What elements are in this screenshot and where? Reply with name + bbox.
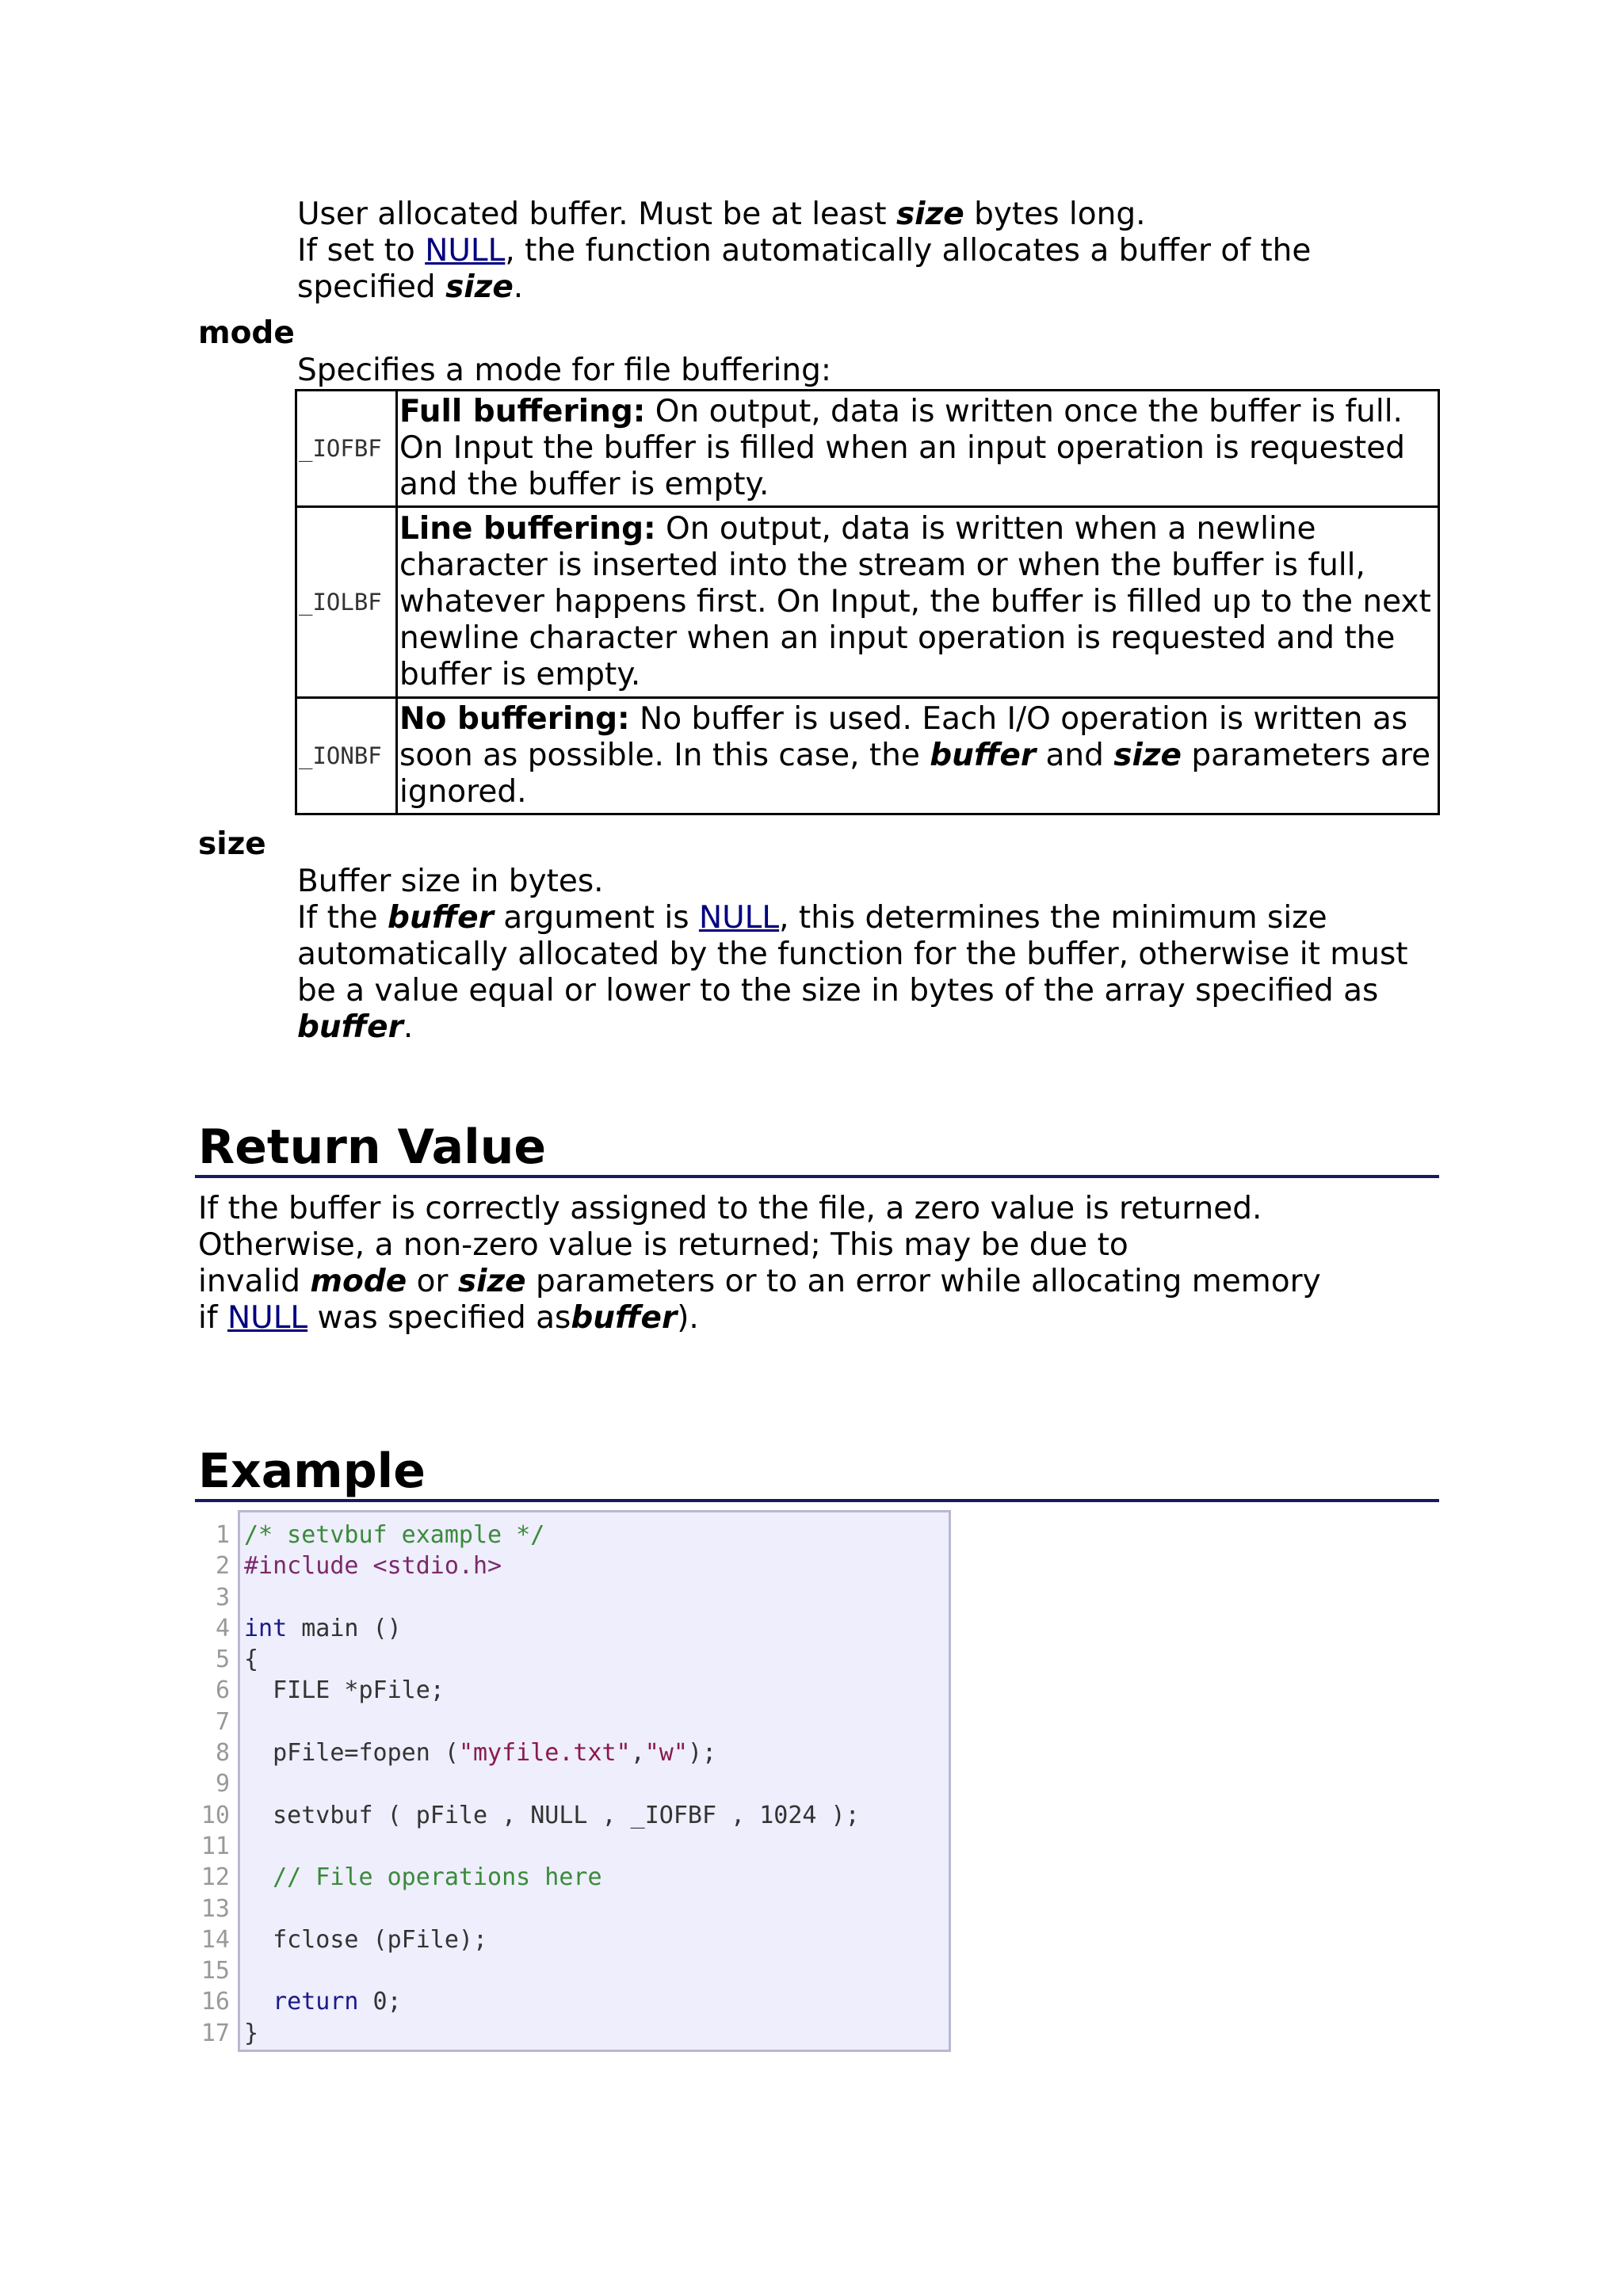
mode-constant: _IOFBF	[296, 391, 397, 507]
mode-constant: _IONBF	[296, 698, 397, 814]
mode-constant: _IOLBF	[296, 507, 397, 698]
size-paragraph: If the buffer argument is NULL, this determines the minimum size automatically allocated by the function for the buffer, otherwise it must be a value equal or lower to the size in bytes of the array specified as buffer.	[297, 900, 1408, 1045]
null-link[interactable]: NULL	[227, 1300, 308, 1336]
return-line-1: If the buffer is correctly assigned to the file, a zero value is returned.	[198, 1191, 1262, 1226]
table-row	[296, 698, 1439, 814]
section-heading-example: Example	[198, 1444, 426, 1499]
size-line-1: Buffer size in bytes.	[297, 864, 604, 899]
buffer-desc-line-1: User allocated buffer. Must be at least size bytes long.	[297, 196, 1146, 232]
buffering-modes-table	[295, 389, 1440, 815]
return-value-text	[198, 1191, 1450, 1337]
table-row	[296, 507, 1439, 698]
param-term-mode: mode	[198, 315, 295, 351]
null-link[interactable]: NULL	[425, 233, 506, 269]
buffer-desc-line-2: If set to NULL, the function automatically allocates a buffer of the	[297, 233, 1312, 269]
param-term-size: size	[198, 826, 266, 862]
buffer-description	[297, 196, 1454, 306]
mode-description: Line buffering: On output, data is written when a newline character is inserted into the stream or when the buffer is full, whatever happens first. On Input, the buffer is filled up to the next newline character when an input operation is requested and the buffer is empty.	[397, 507, 1439, 698]
return-line-2: Otherwise, a non-zero value is returned; This may be due to	[198, 1227, 1128, 1263]
size-description	[297, 864, 1450, 1046]
return-line-3: invalid mode or size parameters or to an error while allocating memory	[198, 1264, 1321, 1299]
mode-description: No buffering: No buffer is used. Each I/O operation is written as soon as possible. In this case, the buffer and size parameters are ignored.	[397, 698, 1439, 814]
section-rule	[195, 1175, 1439, 1178]
mode-description: Full buffering: On output, data is written once the buffer is full. On Input the buffer is filled when an input operation is requested and the buffer is empty.	[397, 391, 1439, 507]
buffer-desc-line-3: specified size.	[297, 269, 524, 305]
return-line-4: if NULL was specified asbuffer).	[198, 1300, 699, 1336]
table-row	[296, 391, 1439, 507]
line-numbers: 1 2 3 4 5 6 7 8 9 10 11 12 13 14 15 16 17	[200, 1521, 230, 2047]
code-block[interactable]	[238, 1510, 951, 2052]
code-text: /* setvbuf example */ #include <stdio.h> int main () { FILE *pFile; pFile=fopen ("myfile.txt","w"); setvbuf ( pFile , NULL , _IOFBF , 1024 ); // File operations here fclose (pFile); return 0; }	[244, 1521, 860, 2047]
null-link[interactable]: NULL	[698, 900, 780, 936]
section-rule	[195, 1499, 1439, 1502]
section-heading-return-value: Return Value	[198, 1119, 547, 1175]
mode-intro: Specifies a mode for file buffering:	[297, 353, 831, 388]
